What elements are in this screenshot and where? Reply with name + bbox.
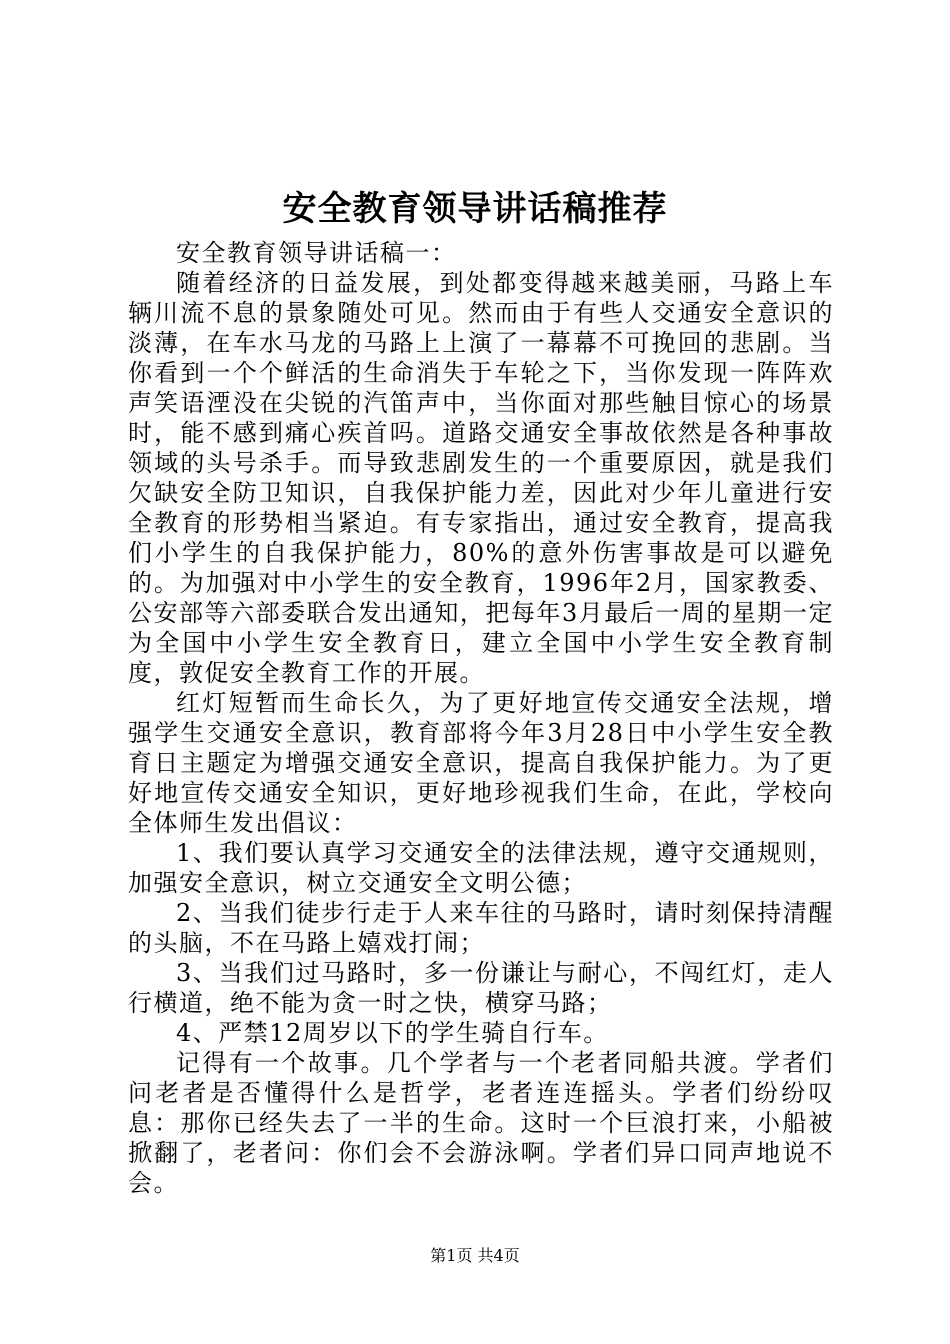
document-body: [128, 238, 834, 1198]
paragraph: 随着经济的日益发展，到处都变得越来越美丽，马路上车辆川流不息的景象随处可见。然而由于有些人交通安全意识的淡薄，在车水马龙的马路上上演了一幕幕不可挽回的悲剧。当你看到一个个鲜活的生命消失于车轮之下，当你发现一阵阵欢声笑语湮没在尖锐的汽笛声中，当你面对那些触目惊心的场景时，能不感到痛心疾首吗。道路交通安全事故依然是各种事故领域的头号杀手。而导致悲剧发生的一个重要原因，就是我们欠缺安全防卫知识，自我保护能力差，因此对少年儿童进行安全教育的形势相当紧迫。有专家指出，通过安全教育，提高我们小学生的自我保护能力，80%的意外伤害事故是可以避免的。为加强对中小学生的安全教育，1996年2月，国家教委、公安部等六部委联合发出通知，把每年3月最后一周的星期一定为全国中小学生安全教育日，建立全国中小学生安全教育制度，敦促安全教育工作的开展。: [128, 269, 834, 687]
paragraph-heading: 安全教育领导讲话稿一：: [176, 239, 457, 267]
paragraph: 红灯短暂而生命长久，为了更好地宣传交通安全法规，增强学生交通安全意识，教育部将今年3月28日中小学生安全教育日主题定为增强交通安全意识，提高自我保护能力。为了更好地宣传交通安全知识，更好地珍视我们生命，在此，学校向全体师生发出倡议：: [128, 689, 834, 837]
list-item: 2、当我们徒步行走于人来车往的马路时，请时刻保持清醒的头脑，不在马路上嬉戏打闹；: [128, 899, 834, 957]
page-footer: 第1页 共4页: [430, 1246, 520, 1265]
list-item: 4、严禁12周岁以下的学生骑自行车。: [176, 1019, 609, 1047]
list-item: 1、我们要认真学习交通安全的法律法规，遵守交通规则，加强安全意识，树立交通安全文明公德；: [128, 839, 834, 897]
document-title: 安全教育领导讲话稿推荐: [282, 189, 668, 229]
list-item: 3、当我们过马路时，多一份谦让与耐心，不闯红灯，走人行横道，绝不能为贪一时之快，横穿马路；: [128, 959, 834, 1017]
paragraph: 记得有一个故事。几个学者与一个老者同船共渡。学者们问老者是否懂得什么是哲学，老者连连摇头。学者们纷纷叹息：那你已经失去了一半的生命。这时一个巨浪打来，小船被掀翻了，老者问：你们会不会游泳啊。学者们异口同声地说不会。: [128, 1049, 834, 1197]
